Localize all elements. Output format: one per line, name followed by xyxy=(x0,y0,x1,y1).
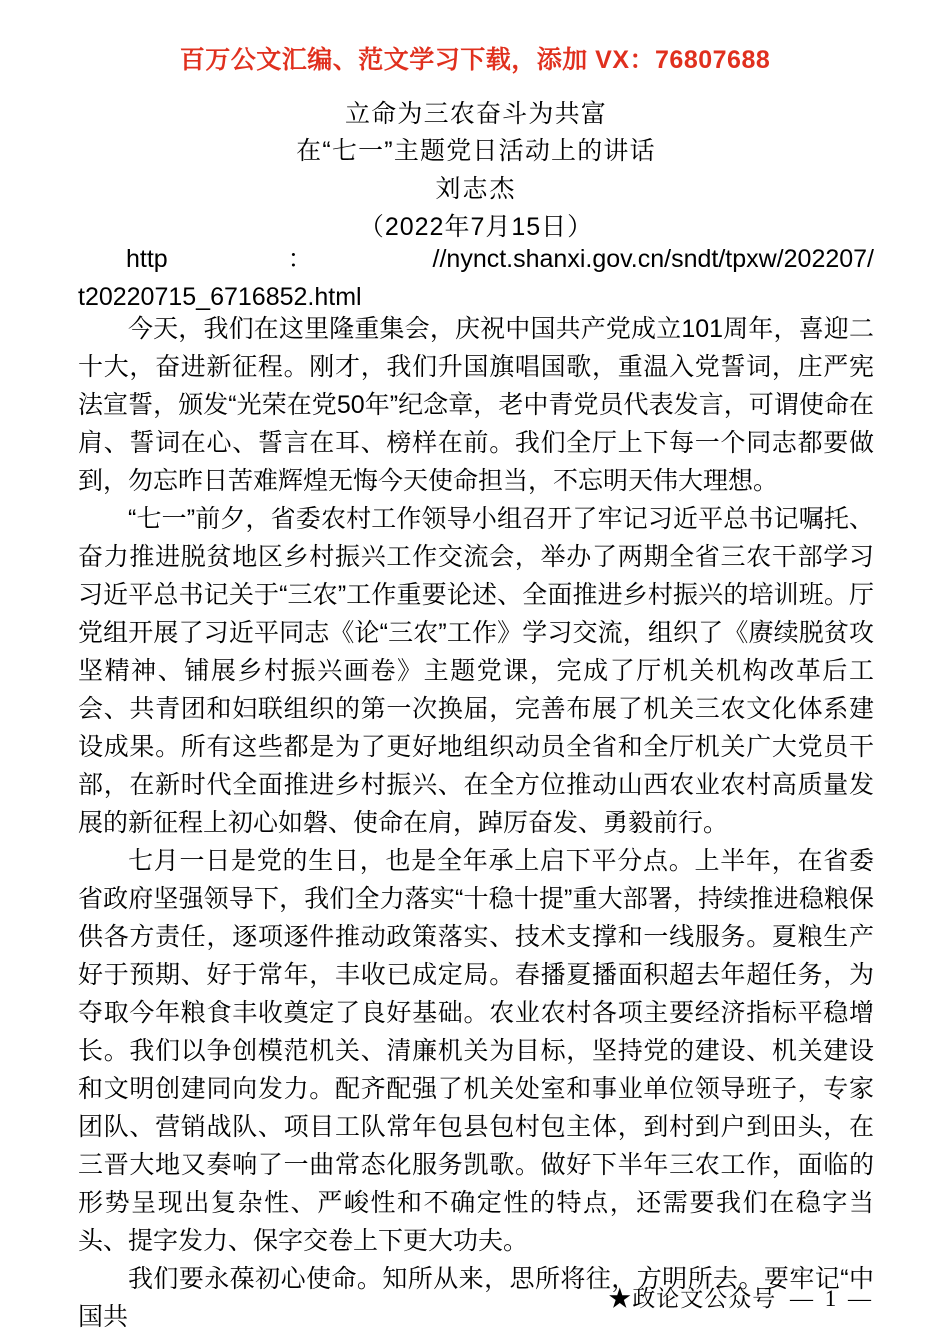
document-date: （2022年7月15日） xyxy=(358,213,594,241)
paragraph: 七月一日是党的生日，也是全年承上启下平分点。上半年，在省委省政府坚强领导下，我们全力落实“十稳十提”重大部署，持续推进稳粮保供各方责任，逐项逐件推动政策落实、技术支撑和一线服务。夏粮生产好于预期、好于常年，丰收已成定局。春播夏播面积超去年超任务，为夺取今年粮食丰收奠定了良好基础。农业农村各项主要经济指标平稳增长。我们以争创模范机关、清廉机关为目标，坚持党的建设、机关建设和文明创建同向发力。配齐配强了机关处室和事业单位领导班子，专家团队、营销战队、项目工队常年包县包村包主体，到村到户到田头，在三晋大地又奏响了一曲常态化服务凯歌。做好下半年三农工作，面临的形势呈现出复杂性、严峻性和不确定性的特点，还需要我们在稳字当头、提字发力、保字交卷上下更大功夫。 xyxy=(78,847,874,1255)
url-scheme: http xyxy=(126,245,168,273)
paragraph: “七一”前夕，省委农村工作领导小组召开了牢记习近平总书记嘱托、奋力推进脱贫地区乡村振兴工作交流会，举办了两期全省三农干部学习习近平总书记关于“三农”工作重要论述、全面推进乡村振兴的培训班。厅党组开展了习近平同志《论“三农”工作》学习交流，组织了《赓续脱贫攻坚精神、铺展乡村振兴画卷》主题党课，完成了厅机关机构改革后工会、共青团和妇联组织的第一次换届，完善布展了机关三农文化体系建设成果。所有这些都是为了更好地组织动员全省和全厅机关广大党员干部，在新时代全面推进乡村振兴、在全方位推动山西农业农村高质量发展的新征程上初心如磐、使命在肩，踔厉奋发、勇毅前行。 xyxy=(78,505,874,837)
document-title-line-2: 在“七一”主题党日活动上的讲话 xyxy=(296,137,656,165)
paragraph: 我们要永葆初心使命。知所从来，思所将往，方明所去。要牢记“中国共 xyxy=(78,1265,874,1331)
promo-banner: 百万公文汇编、范文学习下载，添加 VX：76807688 xyxy=(179,46,771,74)
source-url-block xyxy=(78,240,874,316)
source-url-line-1 xyxy=(78,240,874,278)
document-author: 刘志杰 xyxy=(435,175,517,203)
url-path-part-1: //nynct.shanxi.gov.cn/sndt/tpxw/202207/ xyxy=(432,245,874,273)
source-url-line-2: t20220715_6716852.html xyxy=(78,283,362,311)
title-block xyxy=(78,96,874,247)
document-title-line-1: 立命为三农奋斗为共富 xyxy=(344,100,607,128)
footer-watermark: ★政论文公众号 xyxy=(608,1286,777,1311)
page-footer xyxy=(78,1280,874,1313)
body-copy xyxy=(78,310,874,1336)
url-colon: ： xyxy=(287,245,313,273)
paragraph: 今天，我们在这里隆重集会，庆祝中国共产党成立101周年，喜迎二十大，奋进新征程。刚才，我们升国旗唱国歌，重温入党誓词，庄严宪法宣誓，颁发“光荣在党50年”纪念章，老中青党员代表发言，可谓使命在肩、誓词在心、誓言在耳、榜样在前。我们全厅上下每一个同志都要做到，勿忘昨日苦难辉煌无悔今天使命担当，不忘明天伟大理想。 xyxy=(78,315,874,495)
page-number: — 1 — xyxy=(790,1286,874,1311)
